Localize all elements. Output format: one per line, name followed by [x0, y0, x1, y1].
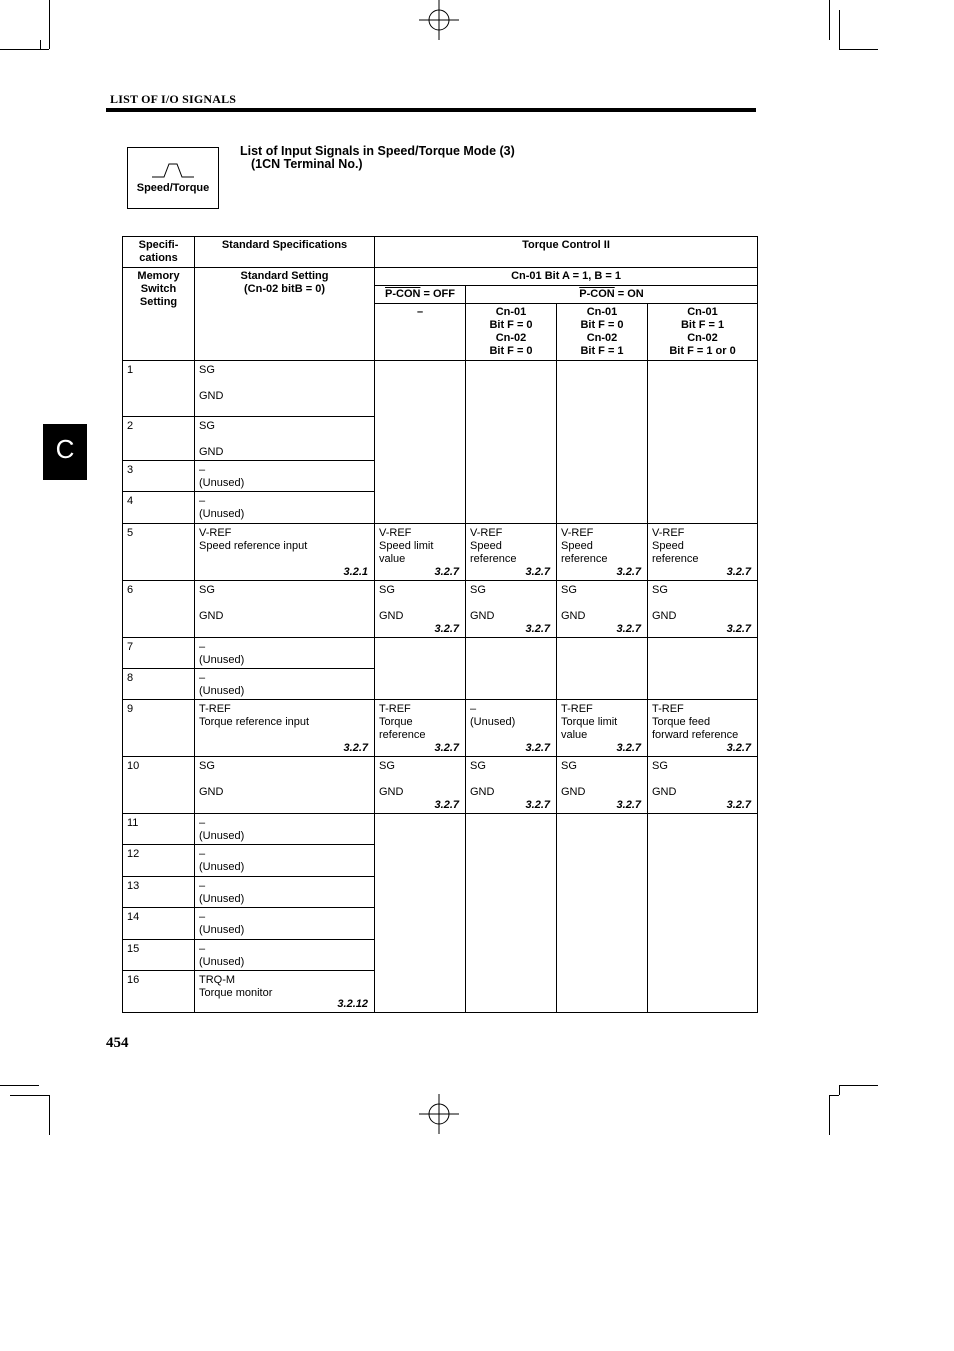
empty-cell: [375, 361, 466, 524]
signal-name: SG: [561, 760, 577, 772]
subheader-col: Cn-01 Bit F = 0 Cn-02 Bit F = 1: [557, 304, 648, 361]
crop-mark: [839, 49, 878, 50]
terminal-number: 3: [123, 461, 195, 492]
section-reference: 3.2.7: [726, 566, 752, 578]
mode-label: Speed/Torque: [136, 182, 210, 194]
crop-mark: [839, 10, 840, 50]
signal-cell: [375, 757, 466, 814]
signal-description: GND: [199, 610, 224, 622]
signal-cell: [195, 638, 375, 669]
signal-description: GND: [652, 610, 677, 622]
crop-mark: [839, 1085, 878, 1086]
header-standard-specifications: Standard Specifications: [195, 237, 375, 268]
section-reference: 3.2.7: [434, 623, 459, 635]
signal-name: –: [470, 703, 477, 715]
signal-cell: [195, 669, 375, 700]
signal-name: –: [199, 911, 206, 923]
signal-name: T-REF: [199, 703, 231, 715]
signal-name: T-REF: [379, 703, 411, 715]
signal-name: SG: [470, 584, 486, 596]
header-torque-control: Torque Control II: [375, 237, 758, 268]
subheader-col: –: [375, 304, 466, 361]
signal-cell: [466, 581, 557, 638]
table-row: [123, 814, 758, 845]
signal-name: SG: [470, 760, 486, 772]
section-reference: 3.2.7: [434, 742, 459, 754]
pcon-off-state: = OFF: [420, 288, 455, 300]
signal-name: V-REF: [652, 527, 685, 539]
signal-description: GND: [470, 786, 495, 798]
table-row: [123, 757, 758, 814]
section-reference: 3.2.12: [337, 998, 368, 1010]
crop-mark: [49, 1095, 50, 1135]
signal-name: TRQ-M: [199, 974, 236, 986]
empty-cell: [648, 814, 758, 1013]
signal-name: –: [199, 817, 206, 829]
input-signal-table: [122, 236, 758, 1013]
signal-name: SG: [199, 420, 215, 432]
signal-cell: [557, 524, 648, 581]
signal-description: Speed limit value: [379, 540, 434, 565]
section-reference: 3.2.7: [726, 799, 752, 811]
signal-cell: [648, 524, 758, 581]
section-reference: 3.2.7: [616, 799, 641, 811]
signal-cell: [195, 461, 375, 492]
trapezoid-icon: [152, 162, 194, 178]
signal-name: –: [199, 943, 206, 955]
signal-description: GND: [379, 610, 404, 622]
list-title-line2: (1CN Terminal No.): [251, 157, 363, 171]
signal-cell: [195, 492, 375, 524]
terminal-number: 10: [123, 757, 195, 814]
table-row: [123, 700, 758, 757]
header-standard-setting: Standard Setting (Cn-02 bitB = 0): [195, 268, 375, 361]
signal-cell: [557, 581, 648, 638]
signal-name: T-REF: [652, 703, 684, 715]
section-reference: 3.2.7: [726, 742, 752, 754]
signal-description: (Unused): [199, 956, 245, 968]
signal-cell: [195, 581, 375, 638]
crop-mark: [0, 1085, 39, 1086]
list-title-line1: List of Input Signals in Speed/Torque Mode (3): [240, 144, 515, 158]
signal-cell: [648, 581, 758, 638]
crop-mark: [839, 1085, 840, 1095]
header-rule: [106, 108, 756, 112]
terminal-number: 11: [123, 814, 195, 845]
empty-cell: [557, 814, 648, 1013]
signal-description: GND: [199, 390, 224, 402]
signal-description: GND: [561, 610, 586, 622]
signal-description: (Unused): [199, 830, 245, 842]
signal-cell: [375, 581, 466, 638]
empty-cell: [557, 638, 648, 700]
terminal-number: 15: [123, 940, 195, 971]
signal-name: SG: [199, 584, 215, 596]
pcon-on-state: = ON: [614, 288, 644, 300]
header-specifications: Specifi- cations: [123, 237, 195, 268]
signal-name: SG: [652, 760, 668, 772]
terminal-number: 4: [123, 492, 195, 524]
signal-description: (Unused): [199, 508, 245, 520]
signal-cell: [466, 700, 557, 757]
signal-description: Speed reference input: [199, 540, 308, 552]
crop-mark: [0, 49, 49, 50]
section-reference: 3.2.7: [525, 623, 550, 635]
table-row: [123, 581, 758, 638]
signal-cell: [648, 757, 758, 814]
signal-cell: [557, 700, 648, 757]
crop-mark: [829, 1095, 839, 1096]
empty-cell: [375, 638, 466, 700]
signal-name: –: [199, 672, 206, 684]
signal-cell: [195, 940, 375, 971]
terminal-number: 12: [123, 845, 195, 877]
crop-mark: [829, 1095, 830, 1135]
section-reference: 3.2.7: [726, 623, 752, 635]
terminal-number: 2: [123, 417, 195, 461]
signal-name: SG: [379, 584, 395, 596]
terminal-number: 16: [123, 971, 195, 1013]
section-reference: 3.2.7: [525, 566, 550, 578]
registration-mark-icon: [419, 1094, 459, 1134]
signal-description: GND: [379, 786, 404, 798]
terminal-number: 9: [123, 700, 195, 757]
registration-mark-icon: [419, 0, 459, 40]
crop-mark: [49, 0, 50, 49]
signal-name: T-REF: [561, 703, 593, 715]
signal-name: –: [199, 495, 206, 507]
signal-description: Speed reference: [561, 540, 608, 565]
signal-name: –: [199, 641, 206, 653]
terminal-number: 5: [123, 524, 195, 581]
signal-cell: [195, 908, 375, 940]
signal-name: –: [199, 848, 206, 860]
subheader-col: Cn-01 Bit F = 0 Cn-02 Bit F = 0: [466, 304, 557, 361]
signal-cell: [466, 524, 557, 581]
signal-cell: [195, 361, 375, 417]
section-reference: 3.2.7: [525, 742, 550, 754]
signal-cell: [195, 814, 375, 845]
signal-cell: [466, 757, 557, 814]
empty-cell: [466, 638, 557, 700]
pcon-signal: P-CON: [385, 288, 421, 300]
terminal-number: 14: [123, 908, 195, 940]
section-reference: 3.2.7: [616, 566, 641, 578]
terminal-number: 1: [123, 361, 195, 417]
signal-cell: [195, 877, 375, 908]
section-reference: 3.2.7: [343, 742, 368, 754]
signal-name: SG: [561, 584, 577, 596]
signal-name: V-REF: [561, 527, 594, 539]
signal-description: GND: [199, 786, 224, 798]
signal-description: Torque limit value: [561, 716, 618, 741]
table-row: [123, 638, 758, 669]
signal-cell: [375, 524, 466, 581]
signal-name: –: [199, 880, 206, 892]
signal-description: GND: [561, 786, 586, 798]
section-reference: 3.2.7: [434, 799, 459, 811]
signal-cell: [195, 524, 375, 581]
mode-icon-box: [127, 147, 219, 209]
signal-description: (Unused): [199, 685, 245, 697]
signal-name: SG: [199, 364, 215, 376]
crop-mark: [10, 1095, 50, 1096]
signal-description: (Unused): [199, 861, 245, 873]
signal-description: Speed reference: [470, 540, 517, 565]
signal-description: (Unused): [199, 477, 245, 489]
empty-cell: [648, 638, 758, 700]
signal-cell: [195, 845, 375, 877]
signal-name: V-REF: [379, 527, 412, 539]
empty-cell: [375, 814, 466, 1013]
signal-name: –: [199, 464, 206, 476]
signal-name: SG: [199, 760, 215, 772]
signal-name: SG: [652, 584, 668, 596]
empty-cell: [466, 361, 557, 524]
terminal-number: 7: [123, 638, 195, 669]
signal-description: GND: [470, 610, 495, 622]
section-reference: 3.2.1: [343, 566, 368, 578]
table-row: [123, 361, 758, 417]
signal-cell: [648, 700, 758, 757]
signal-description: Torque monitor: [199, 987, 273, 999]
signal-name: V-REF: [199, 527, 232, 539]
signal-description: GND: [652, 786, 677, 798]
section-header: LIST OF I/O SIGNALS: [110, 92, 237, 106]
signal-cell: [195, 757, 375, 814]
empty-cell: [466, 814, 557, 1013]
crop-mark: [829, 0, 830, 40]
signal-description: (Unused): [199, 654, 245, 666]
terminal-number: 13: [123, 877, 195, 908]
signal-description: Torque reference input: [199, 716, 310, 728]
section-reference: 3.2.7: [434, 566, 459, 578]
pcon-signal: P-CON: [579, 288, 615, 300]
header-memory-switch: Memory Switch Setting: [123, 268, 195, 361]
section-reference: 3.2.7: [525, 799, 550, 811]
signal-cell: [375, 700, 466, 757]
signal-cell: [195, 971, 375, 1013]
signal-description: GND: [199, 446, 224, 458]
header-cn01-bits: Cn-01 Bit A = 1, B = 1: [375, 268, 758, 286]
signal-description: (Unused): [199, 924, 245, 936]
signal-description: (Unused): [199, 893, 245, 905]
terminal-number: 6: [123, 581, 195, 638]
empty-cell: [557, 361, 648, 524]
signal-name: V-REF: [470, 527, 503, 539]
crop-mark: [40, 40, 41, 49]
chapter-tab: [43, 424, 87, 480]
signal-description: (Unused): [470, 716, 516, 728]
header-pcon-on: [466, 286, 758, 304]
page-number: 454: [106, 1035, 129, 1051]
list-title: [240, 145, 515, 171]
section-reference: 3.2.7: [616, 623, 641, 635]
signal-cell: [195, 417, 375, 461]
section-reference: 3.2.7: [616, 742, 641, 754]
signal-name: SG: [379, 760, 395, 772]
chapter-tab-letter: C: [55, 434, 75, 464]
subheader-col: Cn-01 Bit F = 1 Cn-02 Bit F = 1 or 0: [648, 304, 758, 361]
signal-description: Torque reference: [379, 716, 426, 741]
header-pcon-off: [375, 286, 466, 304]
table-row: [123, 524, 758, 581]
signal-description: Speed reference: [652, 540, 699, 565]
signal-cell: [195, 700, 375, 757]
empty-cell: [648, 361, 758, 524]
signal-cell: [557, 757, 648, 814]
signal-description: Torque feed forward reference: [652, 716, 739, 741]
terminal-number: 8: [123, 669, 195, 700]
